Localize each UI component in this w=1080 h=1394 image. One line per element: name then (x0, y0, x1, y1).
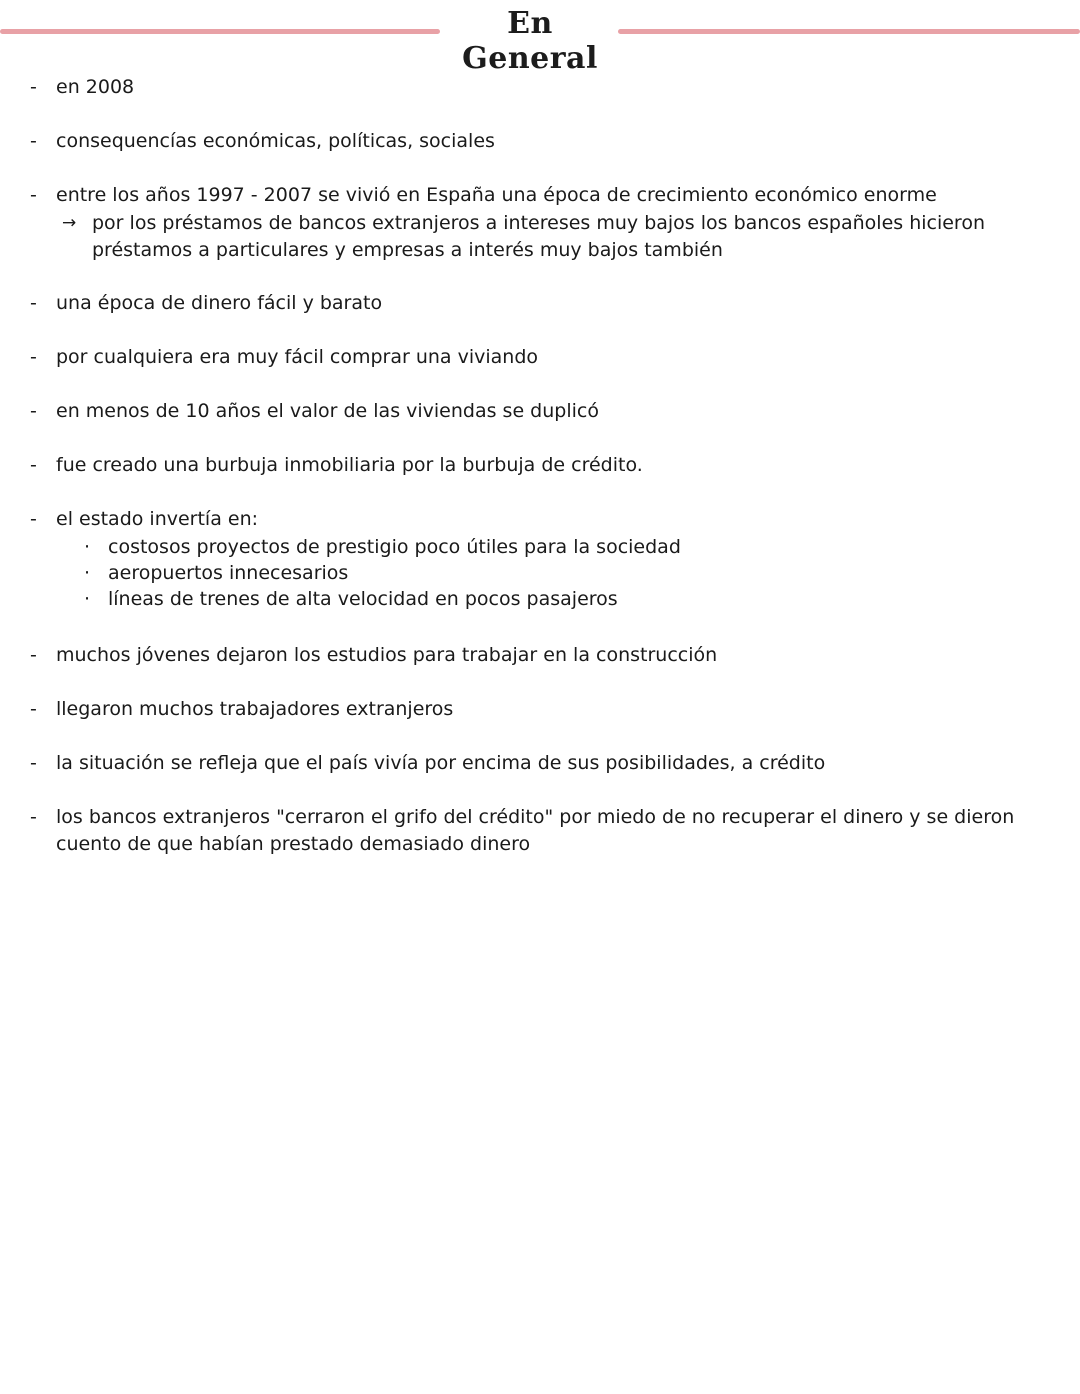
dash-marker: - (30, 130, 37, 152)
bullet-text: costosos proyectos de prestigio poco útiles para la sociedad (108, 536, 681, 558)
item-text: la situación se refleja que el país vivía por encima de sus posibilidades, a crédito (56, 752, 826, 774)
item-text: llegaron muchos trabajadores extranjeros (56, 698, 454, 720)
dash-marker: - (30, 806, 37, 828)
item-text: consequencías económicas, políticas, sociales (56, 130, 495, 152)
item-text: los bancos extranjeros "cerraron el grifo del crédito" por miedo de no recuperar el dinero y se dieron cuento de que habían prestado demasiado dinero (56, 806, 1015, 855)
item-text: el estado invertía en: (56, 508, 259, 530)
dash-marker: - (30, 644, 37, 666)
dash-marker: - (30, 508, 37, 530)
bullet-text: aeropuertos innecesarios (108, 562, 349, 584)
dash-marker: - (30, 76, 37, 98)
bullet-dot: · (84, 536, 91, 558)
item-text: en 2008 (56, 76, 135, 98)
page-title: En General (462, 6, 598, 76)
bullet-text: líneas de trenes de alta velocidad en pocos pasajeros (108, 588, 618, 610)
item-text: muchos jóvenes dejaron los estudios para trabajar en la construcción (56, 644, 718, 666)
bullet-dot: · (84, 588, 91, 610)
dash-marker: - (30, 346, 37, 368)
dash-marker: - (30, 184, 37, 206)
item-text: en menos de 10 años el valor de las viviendas se duplicó (56, 400, 599, 422)
dash-marker: - (30, 292, 37, 314)
item-text: entre los años 1997 - 2007 se vivió en España una época de crecimiento económico enorme (56, 184, 937, 206)
arrow-icon: → (62, 213, 77, 233)
item-text: fue creado una burbuja inmobiliaria por la burbuja de crédito. (56, 454, 643, 476)
header-rule-left (0, 29, 440, 34)
dash-marker: - (30, 454, 37, 476)
dash-marker: - (30, 698, 37, 720)
dash-marker: - (30, 752, 37, 774)
page-header (0, 0, 1080, 76)
item-text: una época de dinero fácil y barato (56, 292, 383, 314)
dash-marker: - (30, 400, 37, 422)
header-rule-right (618, 29, 1080, 34)
item-text: por cualquiera era muy fácil comprar una viviando (56, 346, 539, 368)
bullet-dot: · (84, 562, 91, 584)
arrow-note-text: por los préstamos de bancos extranjeros a intereses muy bajos los bancos españoles hicieron préstamos a particulares y empresas a interés muy bajos también (92, 212, 985, 261)
